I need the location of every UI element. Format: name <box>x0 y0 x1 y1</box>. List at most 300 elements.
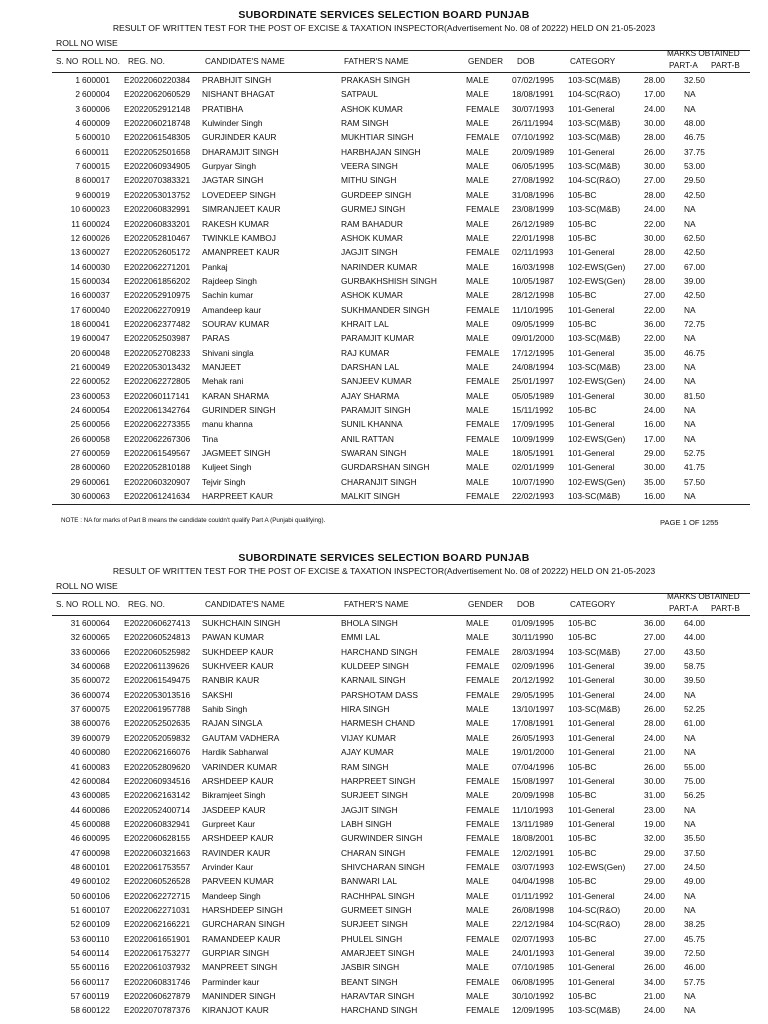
reg-no: E2022052400714 <box>124 804 191 815</box>
serial-no: 57 <box>70 991 80 1002</box>
roll-no: 600085 <box>82 790 110 801</box>
roll-no: 600041 <box>82 318 110 329</box>
father-name: JAGJIT SINGH <box>341 247 398 258</box>
serial-no: 3 <box>75 103 80 114</box>
gender: MALE <box>466 704 489 715</box>
gender: FEMALE <box>466 347 500 358</box>
father-name: JAGJIT SINGH <box>341 804 398 815</box>
serial-no: 37 <box>70 704 80 715</box>
reg-no: E2022061241634 <box>124 491 191 502</box>
table-row <box>52 87 750 101</box>
category: 101-General <box>568 675 615 686</box>
serial-no: 22 <box>70 376 80 387</box>
serial-no: 12 <box>70 232 80 243</box>
reg-no: E2022061139626 <box>124 661 190 672</box>
part-a-marks: 39.00 <box>644 661 665 672</box>
roll-wise-label: ROLL NO WISE <box>56 38 118 48</box>
father-name: HARMESH CHAND <box>341 718 415 729</box>
reg-no: E2022061651901 <box>124 933 191 944</box>
part-a-marks: 16.00 <box>644 491 665 502</box>
reg-no: E2022062271031 <box>124 905 191 915</box>
father-name: HARBHAJAN SINGH <box>341 146 421 157</box>
footnote: NOTE : NA for marks of Part B means the candidate couldn't qualify Part A (Punjabi qualifying). <box>61 517 326 524</box>
reg-no: E2022060218748 <box>124 118 191 129</box>
category: 105-BC <box>568 991 597 1002</box>
candidate-name: Rajdeep Singh <box>202 275 257 286</box>
reg-no: E2022061549475 <box>124 675 191 686</box>
part-a-marks: 29.00 <box>644 847 665 858</box>
part-b-marks: 29.50 <box>684 175 705 186</box>
roll-no: 600056 <box>82 419 110 430</box>
reg-no: E2022061548305 <box>124 132 191 143</box>
table-row <box>52 903 750 917</box>
gender: MALE <box>466 405 489 416</box>
serial-no: 30 <box>70 491 80 502</box>
dob: 28/12/1998 <box>512 290 554 301</box>
col-name: CANDIDATE'S NAME <box>205 600 285 609</box>
category: 101-General <box>568 718 615 729</box>
part-b-marks: 72.75 <box>684 318 705 329</box>
gender: FEMALE <box>466 804 500 815</box>
father-name: BEANT SINGH <box>341 976 398 987</box>
part-a-marks: 16.00 <box>644 419 665 430</box>
col-part-a: PART-A <box>669 604 698 613</box>
part-a-marks: 28.00 <box>644 132 665 143</box>
table-row <box>52 702 750 716</box>
col-marks: MARKS OBTAINED <box>667 592 740 601</box>
part-b-marks: NA <box>684 433 696 444</box>
part-b-marks: 64.00 <box>684 618 705 628</box>
category: 103-SC(M&B) <box>568 204 621 215</box>
reg-no: E2022060525982 <box>124 646 191 657</box>
serial-no: 45 <box>70 818 80 829</box>
part-a-marks: 24.00 <box>644 376 665 387</box>
gender: MALE <box>466 189 489 200</box>
dob: 12/02/1991 <box>512 847 554 858</box>
table-row <box>52 417 750 431</box>
roll-no: 600048 <box>82 347 110 358</box>
reg-no: E2022062273355 <box>124 419 191 430</box>
candidate-name: manu khanna <box>202 419 253 430</box>
serial-no: 15 <box>70 275 80 286</box>
reg-no: E2022061037932 <box>124 962 191 973</box>
candidate-name: Mandeep Singh <box>202 890 261 901</box>
candidate-name: ARSHDEEP KAUR <box>202 833 274 844</box>
gender: MALE <box>466 75 489 85</box>
father-name: ASHOK KUMAR <box>341 103 403 114</box>
father-name: HARCHAND SINGH <box>341 1005 418 1016</box>
part-a-marks: 28.00 <box>644 75 665 85</box>
part-a-marks: 27.00 <box>644 290 665 301</box>
reg-no: E2022070787376 <box>124 1005 191 1016</box>
table-row <box>52 659 750 673</box>
part-a-marks: 30.00 <box>644 161 665 172</box>
gender: MALE <box>466 905 489 915</box>
father-name: RACHHPAL SINGH <box>341 890 415 901</box>
gender: FEMALE <box>466 247 500 258</box>
table-row <box>52 917 750 931</box>
part-b-marks: 41.75 <box>684 462 705 473</box>
category: 103-SC(M&B) <box>568 362 621 372</box>
serial-no: 7 <box>75 161 80 172</box>
part-b-marks: 42.50 <box>684 290 705 301</box>
table-row <box>52 645 750 659</box>
table-row <box>52 303 750 317</box>
dob: 09/05/1999 <box>512 318 554 329</box>
candidate-name: RAMANDEEP KAUR <box>202 933 281 944</box>
part-b-marks: 55.00 <box>684 761 705 772</box>
table-row <box>52 1003 750 1017</box>
roll-no: 600015 <box>82 161 110 172</box>
part-a-marks: 26.00 <box>644 704 665 715</box>
part-a-marks: 27.00 <box>644 261 665 272</box>
category: 105-BC <box>568 405 597 416</box>
gender: FEMALE <box>466 976 500 987</box>
candidate-name: JAGMEET SINGH <box>202 448 271 459</box>
roll-no: 600065 <box>82 632 110 643</box>
category: 101-General <box>568 747 615 758</box>
father-name: GURBAKHSHISH SINGH <box>341 275 437 286</box>
part-b-marks: NA <box>684 991 696 1002</box>
category: 104-SC(R&O) <box>568 175 621 186</box>
dob: 18/08/2001 <box>512 833 554 844</box>
part-a-marks: 24.00 <box>644 405 665 416</box>
table-row <box>52 831 750 845</box>
part-b-marks: 58.75 <box>684 661 705 672</box>
part-b-marks: 37.50 <box>684 847 705 858</box>
gender: FEMALE <box>466 433 500 444</box>
roll-no: 600030 <box>82 261 110 272</box>
roll-no: 600074 <box>82 689 110 700</box>
gender: MALE <box>466 448 489 459</box>
father-name: PARAMJIT KUMAR <box>341 333 415 344</box>
part-a-marks: 21.00 <box>644 747 665 758</box>
category: 105-BC <box>568 790 597 801</box>
part-b-marks: NA <box>684 333 696 344</box>
part-b-marks: 35.50 <box>684 833 705 844</box>
table-row <box>52 774 750 788</box>
father-name: GURDEEP SINGH <box>341 189 412 200</box>
candidate-name: RANBIR KAUR <box>202 675 260 686</box>
category: 103-SC(M&B) <box>568 491 621 502</box>
reg-no: E2022062271201 <box>124 261 191 272</box>
serial-no: 32 <box>70 632 80 643</box>
gender: MALE <box>466 476 489 487</box>
table-row <box>52 460 750 474</box>
father-name: SUNIL KHANNA <box>341 419 403 430</box>
table-row <box>52 217 750 231</box>
father-name: RAM SINGH <box>341 118 389 129</box>
gender: FEMALE <box>466 646 500 657</box>
serial-no: 31 <box>70 618 80 628</box>
category: 105-BC <box>568 847 597 858</box>
gender: FEMALE <box>466 675 500 686</box>
part-a-marks: 21.00 <box>644 991 665 1002</box>
candidate-name: Parminder kaur <box>202 976 260 987</box>
reg-no: E2022062267306 <box>124 433 191 444</box>
father-name: MALKIT SINGH <box>341 491 400 502</box>
reg-no: E2022070383321 <box>124 175 191 186</box>
serial-no: 1 <box>75 75 80 85</box>
reg-no: E2022060524813 <box>124 632 191 643</box>
dob: 20/09/1989 <box>512 146 554 157</box>
table-row <box>52 231 750 245</box>
gender: MALE <box>466 161 489 172</box>
serial-no: 52 <box>70 919 80 930</box>
gender: MALE <box>466 462 489 473</box>
candidate-name: SAKSHI <box>202 689 233 700</box>
part-a-marks: 34.00 <box>644 976 665 987</box>
candidate-name: Mehak rani <box>202 376 244 387</box>
category: 101-General <box>568 462 615 473</box>
gender: FEMALE <box>466 419 500 430</box>
reg-no: E2022062270919 <box>124 304 191 315</box>
reg-no: E2022060831746 <box>124 976 191 987</box>
part-b-marks: NA <box>684 732 696 743</box>
col-roll: ROLL NO. <box>82 600 120 609</box>
reg-no: E2022061753277 <box>124 948 191 959</box>
roll-no: 600017 <box>82 175 110 186</box>
part-b-marks: 24.50 <box>684 861 705 872</box>
table-row <box>52 874 750 888</box>
category: 103-SC(M&B) <box>568 1005 621 1016</box>
dob: 26/08/1998 <box>512 905 554 915</box>
table-row <box>52 360 750 374</box>
serial-no: 16 <box>70 290 80 301</box>
dob: 22/12/1984 <box>512 919 554 930</box>
candidate-name: Kuljeet Singh <box>202 462 252 473</box>
part-b-marks: NA <box>684 89 696 100</box>
table-row <box>52 145 750 159</box>
part-a-marks: 22.00 <box>644 333 665 344</box>
result-subtitle: RESULT OF WRITTEN TEST FOR THE POST OF EXCISE & TAXATION INSPECTOR(Advertisement No. 08 of 20222) HELD ON 21-05-2023 <box>112 23 656 33</box>
roll-no: 600075 <box>82 704 110 715</box>
table-row <box>52 960 750 974</box>
board-title: SUBORDINATE SERVICES SELECTION BOARD PUNJAB <box>238 552 530 564</box>
part-b-marks: 56.25 <box>684 790 705 801</box>
category: 101-General <box>568 419 615 430</box>
candidate-name: Gurpreet Kaur <box>202 818 256 829</box>
dob: 07/10/1985 <box>512 962 554 973</box>
category: 105-BC <box>568 761 597 772</box>
dob: 30/11/1990 <box>512 632 554 643</box>
category: 101-General <box>568 304 615 315</box>
roll-no: 600106 <box>82 890 110 901</box>
col-category: CATEGORY <box>570 57 616 66</box>
dob: 02/07/1993 <box>512 933 554 944</box>
father-name: BANWARI LAL <box>341 876 398 887</box>
dob: 30/10/1992 <box>512 991 554 1002</box>
part-b-marks: 57.50 <box>684 476 705 487</box>
reg-no: E2022062060529 <box>124 89 191 100</box>
serial-no: 17 <box>70 304 80 315</box>
candidate-name: AMANPREET KAUR <box>202 247 280 258</box>
category: 101-General <box>568 948 615 959</box>
father-name: PHULEL SINGH <box>341 933 403 944</box>
roll-no: 600059 <box>82 448 110 459</box>
roll-no: 600054 <box>82 405 110 416</box>
serial-no: 33 <box>70 646 80 657</box>
part-a-marks: 30.00 <box>644 775 665 786</box>
header-top-rule <box>52 593 750 594</box>
table-row <box>52 946 750 960</box>
candidate-name: HARPREET KAUR <box>202 491 274 502</box>
col-gender: GENDER <box>468 600 504 609</box>
reg-no: E2022060117141 <box>124 390 190 401</box>
category: 103-SC(M&B) <box>568 646 621 657</box>
candidate-name: JAGTAR SINGH <box>202 175 264 186</box>
candidate-name: ARSHDEEP KAUR <box>202 775 274 786</box>
serial-no: 21 <box>70 362 80 372</box>
table-row <box>52 932 750 946</box>
dob: 22/01/1998 <box>512 232 554 243</box>
part-a-marks: 24.00 <box>644 1005 665 1016</box>
dob: 07/04/1996 <box>512 761 554 772</box>
roll-no: 600023 <box>82 204 110 215</box>
table-row <box>52 889 750 903</box>
part-a-marks: 17.00 <box>644 433 665 444</box>
category: 104-SC(R&O) <box>568 89 621 100</box>
part-b-marks: 57.75 <box>684 976 705 987</box>
table-row <box>52 975 750 989</box>
candidate-name: Sahib Singh <box>202 704 248 715</box>
serial-no: 51 <box>70 905 80 915</box>
candidate-name: MANPREET SINGH <box>202 962 278 973</box>
reg-no: E2022060627413 <box>124 618 191 628</box>
roll-no: 600079 <box>82 732 110 743</box>
reg-no: E2022060220384 <box>124 75 191 85</box>
father-name: GURMEET SINGH <box>341 905 412 915</box>
category: 102-EWS(Gen) <box>568 476 626 487</box>
part-b-marks: 46.00 <box>684 962 705 973</box>
part-b-marks: 67.00 <box>684 261 705 272</box>
candidate-name: GURPIAR SINGH <box>202 948 270 959</box>
serial-no: 25 <box>70 419 80 430</box>
table-row <box>52 331 750 345</box>
father-name: AMARJEET SINGH <box>341 948 415 959</box>
col-part-a: PART-A <box>669 61 698 70</box>
candidate-name: SUKHDEEP KAUR <box>202 646 274 657</box>
reg-no: E2022052502635 <box>124 718 191 729</box>
part-a-marks: 23.00 <box>644 362 665 372</box>
gender: FEMALE <box>466 833 500 844</box>
serial-no: 54 <box>70 948 80 959</box>
category: 101-General <box>568 775 615 786</box>
gender: FEMALE <box>466 132 500 143</box>
table-row <box>52 346 750 360</box>
candidate-name: NISHANT BHAGAT <box>202 89 275 100</box>
gender: MALE <box>466 632 489 643</box>
table-row <box>52 989 750 1003</box>
candidate-name: Tejvir Singh <box>202 476 246 487</box>
roll-no: 600101 <box>82 861 110 872</box>
dob: 26/11/1994 <box>512 118 554 129</box>
reg-no: E2022060627879 <box>124 991 191 1002</box>
dob: 03/07/1993 <box>512 861 554 872</box>
part-a-marks: 19.00 <box>644 818 665 829</box>
table-row <box>52 446 750 460</box>
page-number: PAGE 1 OF 1255 <box>660 518 719 527</box>
serial-no: 24 <box>70 405 80 416</box>
dob: 26/12/1989 <box>512 218 554 229</box>
gender: FEMALE <box>466 491 500 502</box>
reg-no: E2022053013752 <box>124 189 191 200</box>
gender: MALE <box>466 290 489 301</box>
roll-no: 600006 <box>82 103 110 114</box>
reg-no: E2022062166221 <box>124 919 191 930</box>
serial-no: 44 <box>70 804 80 815</box>
category: 101-General <box>568 962 615 973</box>
col-father: FATHER'S NAME <box>344 57 409 66</box>
part-b-marks: NA <box>684 204 696 215</box>
reg-no: E2022060320907 <box>124 476 191 487</box>
serial-no: 19 <box>70 333 80 344</box>
table-row <box>52 817 750 831</box>
serial-no: 9 <box>75 189 80 200</box>
gender: MALE <box>466 948 489 959</box>
father-name: SATPAUL <box>341 89 378 100</box>
father-name: GURMEJ SINGH <box>341 204 406 215</box>
part-a-marks: 22.00 <box>644 304 665 315</box>
part-a-marks: 26.00 <box>644 962 665 973</box>
part-a-marks: 27.00 <box>644 175 665 186</box>
roll-no: 600098 <box>82 847 110 858</box>
serial-no: 2 <box>75 89 80 100</box>
category: 105-BC <box>568 933 597 944</box>
serial-no: 56 <box>70 976 80 987</box>
roll-no: 600001 <box>82 75 110 85</box>
part-a-marks: 17.00 <box>644 89 665 100</box>
part-a-marks: 31.00 <box>644 790 665 801</box>
part-b-marks: 61.00 <box>684 718 705 729</box>
father-name: AJAY SHARMA <box>341 390 400 401</box>
col-dob: DOB <box>517 57 535 66</box>
roll-no: 600110 <box>82 933 110 944</box>
gender: MALE <box>466 890 489 901</box>
candidate-name: SIMRANJEET KAUR <box>202 204 281 215</box>
serial-no: 53 <box>70 933 80 944</box>
serial-no: 26 <box>70 433 80 444</box>
part-b-marks: 52.25 <box>684 704 705 715</box>
part-b-marks: 46.75 <box>684 347 705 358</box>
col-reg: REG. NO. <box>128 600 165 609</box>
serial-no: 20 <box>70 347 80 358</box>
dob: 29/05/1995 <box>512 689 554 700</box>
father-name: DARSHAN LAL <box>341 362 400 372</box>
candidate-name: RAJAN SINGLA <box>202 718 263 729</box>
dob: 10/05/1987 <box>512 275 554 286</box>
reg-no: E2022062163142 <box>124 790 191 801</box>
table-row <box>52 245 750 259</box>
dob: 02/01/1999 <box>512 462 554 473</box>
father-name: SURJEET SINGH <box>341 919 408 930</box>
category: 103-SC(M&B) <box>568 132 621 143</box>
part-a-marks: 22.00 <box>644 218 665 229</box>
reg-no: E2022060833201 <box>124 218 191 229</box>
dob: 31/08/1996 <box>512 189 554 200</box>
part-a-marks: 24.00 <box>644 103 665 114</box>
table-row <box>52 288 750 302</box>
dob: 02/11/1993 <box>512 247 554 258</box>
serial-no: 43 <box>70 790 80 801</box>
result-subtitle: RESULT OF WRITTEN TEST FOR THE POST OF EXCISE & TAXATION INSPECTOR(Advertisement No. 08 of 20222) HELD ON 21-05-2023 <box>112 566 656 576</box>
category: 105-BC <box>568 876 597 887</box>
serial-no: 35 <box>70 675 80 686</box>
father-name: PARAMJIT SINGH <box>341 405 411 416</box>
table-row <box>52 102 750 116</box>
reg-no: E2022061957788 <box>124 704 191 715</box>
serial-no: 5 <box>75 132 80 143</box>
